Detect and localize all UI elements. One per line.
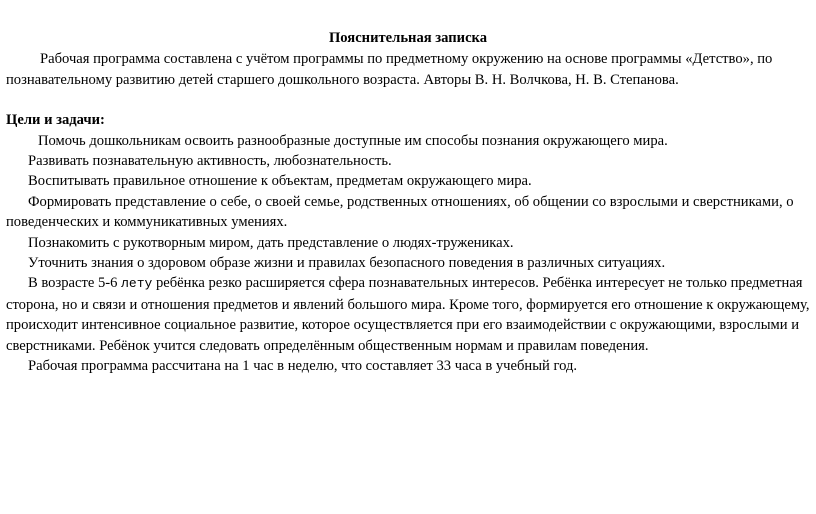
age-text-rest: ребёнка резко расширяется сфера познавательных интересов. Ребёнка интересует не только предметная сторона, но и связи и отношения предметов и явлений большого мира. Кроме того, формируется его отношение к окружающему, происходит интенсивное социальное развитие, которое осуществляется при его взаимодействии с окружающими, взрослыми и сверстниками. Ребёнок учится следовать определённым общественным нормам и правилам поведения. (6, 275, 810, 354)
age-text-start: В возрасте 5-6 (28, 275, 122, 292)
schedule-paragraph: Рабочая программа рассчитана на 1 час в неделю, что составляет 33 часа в учебный год. (28, 358, 578, 375)
goals-heading: Цели и задачи: (6, 112, 105, 129)
document-title: Пояснительная записка (328, 30, 488, 46)
age-text-mono: лету (121, 276, 153, 292)
intro-paragraph: Рабочая программа составлена с учётом программы по предметному окружению на основе программы «Детство», по познавательному развитию детей старшего дошкольного возраста. Авторы В. Н. Волчкова, Н. В. Степанова. (6, 51, 773, 88)
age-paragraph (6, 273, 810, 356)
goal-item: Помочь дошкольникам освоить разнообразные доступные им способы познания окружающего мира. (38, 132, 668, 149)
goal-item: Уточнить знания о здоровом образе жизни и правилах безопасного поведения в различных ситуациях. (28, 255, 666, 272)
goal-item: Познакомить с рукотворным миром, дать представление о людях-тружениках. (28, 234, 514, 251)
goal-item: Развивать познавательную активность, любознательность. (28, 153, 392, 170)
goal-item: Формировать представление о себе, о своей семье, родственных отношениях, об общении со взрослыми и сверстниками, о поведенческих и коммуникативных умениях. (6, 193, 794, 231)
paragraph-spacer (6, 90, 810, 110)
goal-item: Воспитывать правильное отношение к объектам, предметам окружающего мира. (28, 173, 532, 190)
